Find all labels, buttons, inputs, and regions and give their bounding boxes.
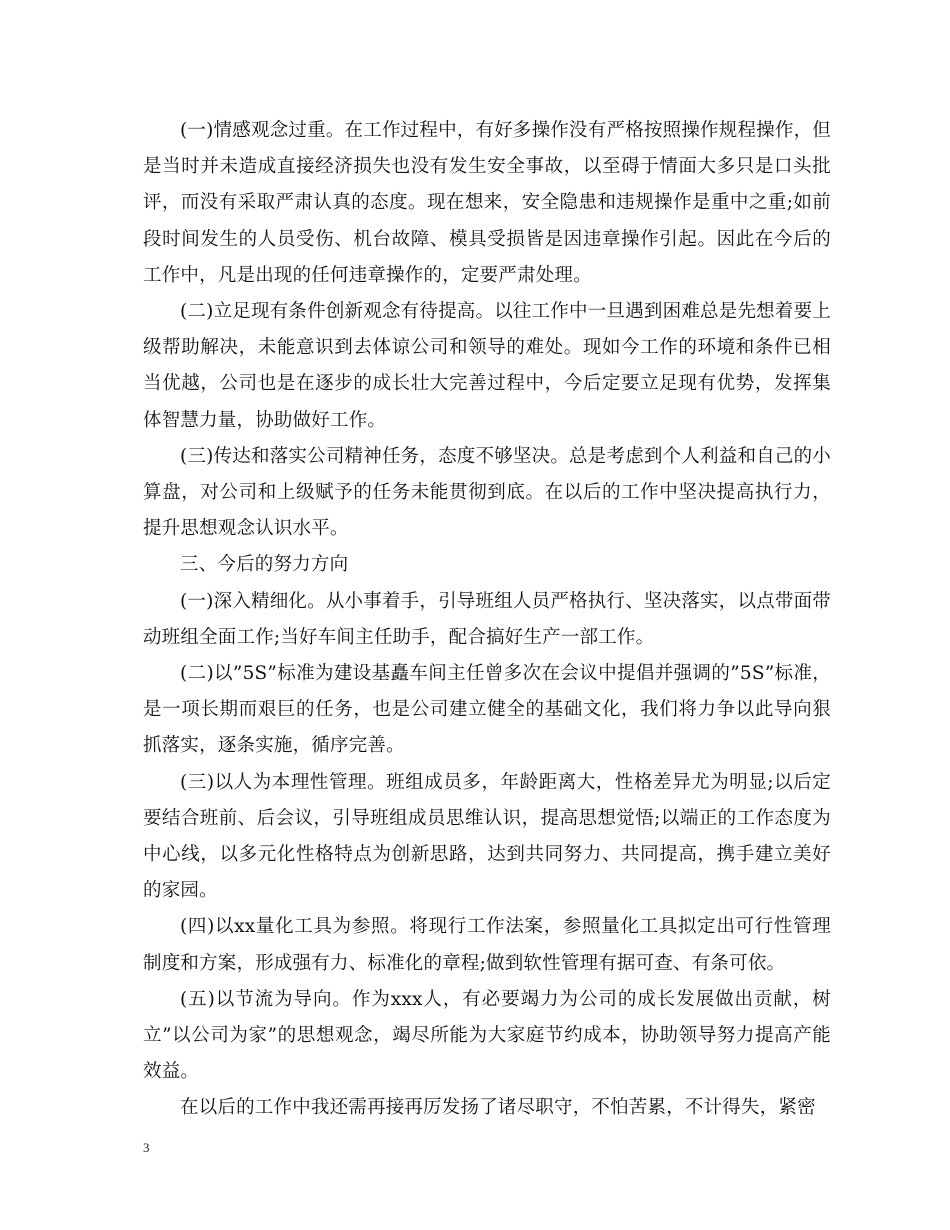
paragraph-quantitative-tools: (四)以xx量化工具为参照。将现行工作法案，参照量化工具拟定出可行性管理制度和方案，形成强有力、标准化的章程;做到软性管理有据可查、有条可依。 (143, 916, 831, 974)
page-number: 3 (143, 1140, 150, 1155)
paragraph-refinement: (一)深入精细化。从小事着手，引导班组人员严格执行、坚决落实，以点带面带动班组全面工作;当好车间主任助手，配合搞好生产一部工作。 (143, 590, 831, 648)
paragraph-5s-standard: (二)以”5S”标准为建设基矗车间主任曾多次在会议中提倡并强调的”5S”标准，是一项长期而艰巨的任务，也是公司建立健全的基础文化，我们将力争以此导向狠抓落实，逐条实施，循序完善。 (143, 663, 831, 757)
paragraph-people-oriented-management: (三)以人为本理性管理。班组成员多，年龄距离大，性格差异尤为明显;以后定要结合班前、后会议，引导班组成员思维认识，提高思想觉悟;以端正的工作态度为中心线，以多元化性格特点为创新思路，达到共同努力、共同提高，携手建立美好的家园。 (143, 771, 831, 902)
paragraph-task-implementation: (三)传达和落实公司精神任务，态度不够坚决。总是考虑到个人利益和自己的小算盘，对公司和上级赋予的任务未能贯彻到底。在以后的工作中坚决提高执行力，提升思想观念认识水平。 (143, 445, 831, 540)
paragraph-emotional-concept: (一)情感观念过重。在工作过程中，有好多操作没有严格按照操作规程操作，但是当时并未造成直接经济损失也没有发生安全事故，以至碍于情面大多只是口头批评，而没有采取严肃认真的态度。现在想来，安全隐患和违规操作是重中之重;如前段时间发生的人员受伤、机台故障、模具受损皆是因违章操作引起。因此在今后的工作中，凡是出现的任何违章操作的，定要严肃处理。 (143, 120, 831, 286)
paragraph-cost-saving: (五)以节流为导向。作为xxx人，有必要竭力为公司的成长发展做出贡献，树立”以公司为家”的思想观念，竭尽所能为大家庭节约成本，协助领导努力提高产能效益。 (143, 988, 831, 1083)
paragraph-closing: 在以后的工作中我还需再接再厉发扬了诸尽职守，不怕苦累，不计得失，紧密 (180, 1097, 816, 1119)
section-heading-future-direction: 三、今后的努力方向 (180, 554, 349, 576)
document-body (143, 113, 831, 1127)
paragraph-innovation-concept: (二)立足现有条件创新观念有待提高。以往工作中一旦遇到困难总是先想着要上级帮助解决，未能意识到去体谅公司和领导的难处。现如今工作的环境和条件已相当优越，公司也是在逐步的成长壮大完善过程中，今后定要立足现有优势，发挥集体智慧力量，协助做好工作。 (143, 301, 831, 431)
